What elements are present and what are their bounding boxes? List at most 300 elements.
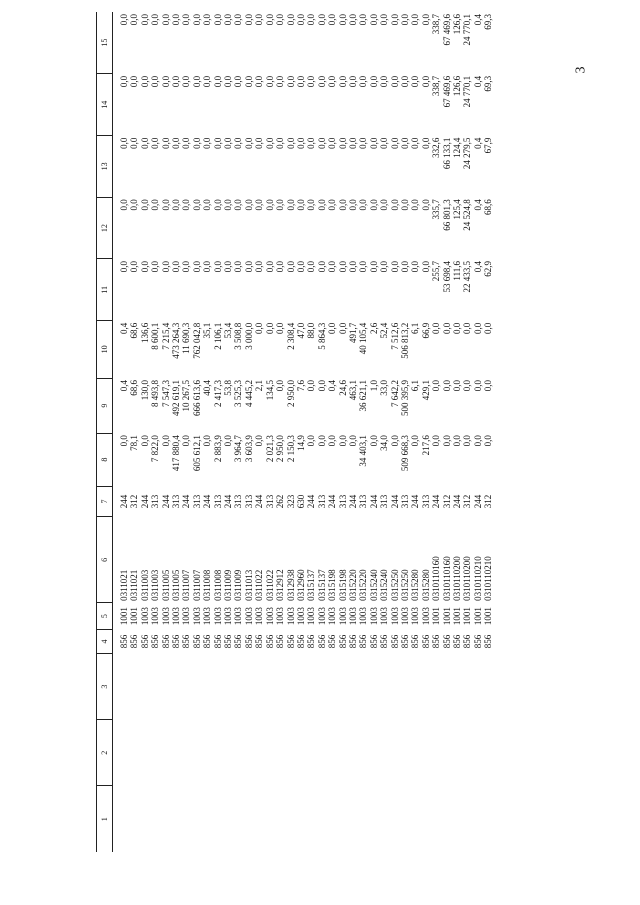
table-cell: 506 813,2 xyxy=(399,322,410,359)
table-cell: 2,6 xyxy=(368,322,379,334)
empty-cell xyxy=(254,720,264,786)
table-cell: 0,0 xyxy=(389,137,400,149)
table-cell: 0,4 xyxy=(472,199,483,211)
empty-cell xyxy=(233,720,243,786)
table-cell: 0,0 xyxy=(139,261,150,273)
table-cell: 3 000,0 xyxy=(243,322,254,350)
table-cell: 313 xyxy=(233,494,244,509)
table-cell: 0,0 xyxy=(160,137,171,149)
table-cell: 0,0 xyxy=(150,137,161,149)
table-row xyxy=(213,12,223,852)
table-cell: 0,0 xyxy=(327,435,338,447)
empty-cell xyxy=(202,786,212,852)
table-cell: 0,0 xyxy=(420,75,431,88)
table-cell: 0,0 xyxy=(462,322,473,334)
empty-cell xyxy=(296,786,306,852)
table-cell: 0,0 xyxy=(431,435,442,447)
table-cell: 313 xyxy=(150,494,161,509)
table-cell: 463,1 xyxy=(347,380,358,401)
column-header: 15 xyxy=(97,12,113,74)
table-row xyxy=(296,12,306,852)
empty-cell xyxy=(286,720,296,786)
table-cell: 0,0 xyxy=(368,199,379,211)
empty-cell xyxy=(192,720,202,786)
empty-cell xyxy=(473,720,483,786)
empty-cell xyxy=(317,786,327,852)
table-cell: 0315280 xyxy=(410,569,421,601)
table-cell: 1001 xyxy=(462,607,473,626)
table-cell: 0311008 xyxy=(212,569,223,601)
column-header: 1 xyxy=(97,786,113,852)
table-cell: 630 xyxy=(295,494,306,509)
table-cell: 0,0 xyxy=(129,137,140,149)
table-cell: 0311022 xyxy=(264,569,275,601)
table-cell: 0,0 xyxy=(399,261,410,273)
table-cell: 0,0 xyxy=(129,261,140,273)
table-cell: 0,4 xyxy=(472,261,483,273)
table-cell: 313 xyxy=(171,494,182,509)
table-cell: 0,0 xyxy=(316,380,327,392)
empty-cell xyxy=(275,786,285,852)
table-cell: 0,0 xyxy=(181,261,192,273)
table-cell: 68,6 xyxy=(129,380,140,396)
table-cell: 473 264,3 xyxy=(171,322,182,359)
table-row xyxy=(338,12,348,852)
table-cell: 244 xyxy=(119,494,129,509)
table-cell: 0315240 xyxy=(368,569,379,601)
table-cell: 0311003 xyxy=(139,569,150,601)
table-cell: 1003 xyxy=(347,607,358,626)
table-cell: 0,0 xyxy=(139,199,150,211)
table-cell: 126,6 xyxy=(452,75,462,97)
empty-cell xyxy=(358,720,368,786)
table-cell: 0,0 xyxy=(150,261,161,273)
table-cell: 67 469,6 xyxy=(441,14,452,46)
table-cell: 313 xyxy=(337,494,348,509)
empty-cell xyxy=(254,654,264,720)
table-cell: 0,0 xyxy=(275,380,286,392)
table-cell: 856 xyxy=(160,634,171,649)
table-row xyxy=(358,12,368,852)
table-cell: 244 xyxy=(181,494,192,509)
table-cell: 0,0 xyxy=(441,435,452,447)
table-cell: 0,0 xyxy=(306,75,317,88)
table-cell: 244 xyxy=(223,494,234,509)
table-cell: 0311009 xyxy=(233,569,244,601)
empty-cell xyxy=(192,654,202,720)
empty-cell xyxy=(473,786,483,852)
table-cell: 0,0 xyxy=(337,322,348,334)
table-cell: 88,0 xyxy=(306,322,317,339)
table-cell: 1003 xyxy=(223,607,234,626)
table-cell: 0,0 xyxy=(399,14,410,26)
column-header: 13 xyxy=(97,136,113,198)
table-cell: 0,0 xyxy=(306,137,317,149)
table-cell: 0,0 xyxy=(275,75,286,88)
empty-cell xyxy=(369,720,379,786)
table-cell: 0,0 xyxy=(389,261,400,273)
column-header: 4 xyxy=(97,629,113,653)
table-row xyxy=(400,12,410,852)
table-cell: 5 864,3 xyxy=(316,322,327,350)
table-cell: 0,0 xyxy=(410,199,421,211)
table-cell: 605 612,1 xyxy=(191,435,202,472)
table-cell: 0311007 xyxy=(191,569,202,601)
table-row xyxy=(181,12,191,852)
table-cell: 0,0 xyxy=(379,75,390,88)
table-cell: 0,0 xyxy=(275,261,286,273)
table-cell: 69,3 xyxy=(483,14,494,30)
table-cell: 338,7 xyxy=(431,75,442,97)
table-row xyxy=(348,12,358,852)
table-cell: 1003 xyxy=(295,607,306,626)
empty-cell xyxy=(129,720,139,786)
empty-cell xyxy=(265,654,275,720)
table-cell: 0315220 xyxy=(358,569,369,601)
table-cell: 6,1 xyxy=(410,322,421,334)
table-cell: 244 xyxy=(139,494,150,509)
empty-cell xyxy=(317,720,327,786)
table-cell: 0,0 xyxy=(171,75,182,88)
empty-cell xyxy=(223,654,233,720)
table-cell: 0,0 xyxy=(171,261,182,273)
table-cell: 0,0 xyxy=(379,261,390,273)
table-cell: 856 xyxy=(233,634,244,649)
table-cell: 1001 xyxy=(129,607,140,626)
empty-cell xyxy=(244,786,254,852)
table-cell: 1003 xyxy=(212,607,223,626)
table-cell: 0,0 xyxy=(337,261,348,273)
table-cell: 856 xyxy=(420,634,431,649)
empty-cell xyxy=(442,720,452,786)
table-cell: 856 xyxy=(139,634,150,649)
table-cell: 0,0 xyxy=(160,199,171,211)
table-cell: 0,0 xyxy=(285,137,296,149)
table-cell: 0,0 xyxy=(347,435,358,447)
table-cell: 0,0 xyxy=(410,261,421,273)
table-cell: 856 xyxy=(150,634,161,649)
table-cell: 7 512,6 xyxy=(389,322,400,350)
table-cell: 0,0 xyxy=(368,14,379,26)
empty-cell xyxy=(213,720,223,786)
table-cell: 0,0 xyxy=(327,322,338,334)
column-header: 7 xyxy=(97,486,113,517)
empty-cell xyxy=(431,720,441,786)
table-cell: 2 308,4 xyxy=(285,322,296,350)
table-cell: 0,0 xyxy=(264,14,275,26)
empty-cell xyxy=(483,786,493,852)
table-cell: 0,0 xyxy=(243,137,254,149)
table-cell: 1003 xyxy=(275,607,286,626)
table-cell: 1003 xyxy=(337,607,348,626)
table-cell: 0,0 xyxy=(181,435,192,447)
table-cell: 0,0 xyxy=(347,137,358,149)
table-row xyxy=(223,12,233,852)
empty-cell xyxy=(431,654,441,720)
table-cell: 0,0 xyxy=(337,435,348,447)
empty-cell xyxy=(452,786,462,852)
table-cell: 313 xyxy=(212,494,223,509)
table-cell: 62,9 xyxy=(483,261,494,277)
table-cell: 0311021 xyxy=(119,569,129,601)
table-row xyxy=(254,12,264,852)
table-cell: 0,0 xyxy=(358,75,369,88)
table-cell: 0,0 xyxy=(420,137,431,149)
empty-cell xyxy=(400,720,410,786)
table-cell: 856 xyxy=(462,634,473,649)
page-number: 3 xyxy=(573,66,589,74)
table-row xyxy=(171,12,181,852)
table-row xyxy=(379,12,389,852)
table-cell: 856 xyxy=(399,634,410,649)
table-cell: 40 105,4 xyxy=(358,322,369,355)
empty-cell xyxy=(390,720,400,786)
table-cell: 0,0 xyxy=(347,261,358,273)
table-cell: 0,0 xyxy=(285,14,296,26)
table-cell: 0,0 xyxy=(295,261,306,273)
table-cell: 0,0 xyxy=(119,435,129,447)
table-cell: 0,0 xyxy=(212,137,223,149)
table-cell: 0,0 xyxy=(202,137,213,149)
table-cell: 856 xyxy=(327,634,338,649)
empty-cell xyxy=(379,654,389,720)
table-cell: 0,0 xyxy=(171,14,182,26)
empty-cell xyxy=(338,720,348,786)
empty-cell xyxy=(181,786,191,852)
table-cell: 0,0 xyxy=(129,199,140,211)
empty-cell xyxy=(358,786,368,852)
table-cell: 856 xyxy=(202,634,213,649)
table-cell: 40,4 xyxy=(202,380,213,396)
table-cell: 0311021 xyxy=(129,569,140,601)
table-cell: 762 042,8 xyxy=(191,322,202,359)
table-cell: 1001 xyxy=(452,607,462,626)
table-cell: 0,0 xyxy=(472,380,483,392)
table-row xyxy=(306,12,316,852)
table-cell: 3 964,7 xyxy=(233,435,244,463)
table-cell: 0,0 xyxy=(171,199,182,211)
table-cell: 0,0 xyxy=(191,75,202,88)
table-cell: 53,4 xyxy=(223,322,234,339)
table-cell: 0311022 xyxy=(254,569,265,601)
table-cell: 0,0 xyxy=(223,261,234,273)
table-cell: 0,0 xyxy=(410,14,421,26)
column-header: 10 xyxy=(97,321,113,378)
table-cell: 1001 xyxy=(119,607,129,626)
table-cell: 0,0 xyxy=(119,199,129,211)
table-cell: 0,0 xyxy=(327,14,338,26)
table-cell: 0,0 xyxy=(119,75,129,88)
table-row xyxy=(150,12,160,852)
table-cell: 7 215,4 xyxy=(160,322,171,350)
table-cell: 0,0 xyxy=(483,435,494,447)
table-cell: 0,0 xyxy=(275,322,286,334)
empty-cell xyxy=(181,720,191,786)
table-cell: 1003 xyxy=(264,607,275,626)
table-cell: 856 xyxy=(223,634,234,649)
table-cell: 255,7 xyxy=(431,261,442,282)
table-cell: 24 770,1 xyxy=(462,14,473,46)
table-cell: 1003 xyxy=(358,607,369,626)
table-cell: 0,0 xyxy=(399,137,410,149)
table-cell: 0,0 xyxy=(420,14,431,26)
table-cell: 856 xyxy=(264,634,275,649)
table-cell: 78,1 xyxy=(129,435,140,451)
table-cell: 332,6 xyxy=(431,137,442,158)
empty-cell xyxy=(462,654,472,720)
empty-cell xyxy=(327,720,337,786)
table-cell: 67 469,6 xyxy=(441,75,452,108)
table-cell: 1003 xyxy=(202,607,213,626)
table-cell: 66,9 xyxy=(420,322,431,339)
empty-cell xyxy=(442,786,452,852)
table-cell: 24 279,5 xyxy=(462,137,473,170)
table-cell: 0,0 xyxy=(379,137,390,149)
empty-cell xyxy=(306,786,316,852)
empty-cell xyxy=(421,720,431,786)
empty-cell xyxy=(442,654,452,720)
table-row xyxy=(202,12,212,852)
column-header: 9 xyxy=(97,378,113,433)
table-cell: 0,0 xyxy=(202,14,213,26)
table-cell: 856 xyxy=(441,634,452,649)
table-cell: 312 xyxy=(441,494,452,509)
empty-cell xyxy=(213,654,223,720)
table-row xyxy=(327,12,337,852)
table-cell: 856 xyxy=(316,634,327,649)
table-cell: 856 xyxy=(275,634,286,649)
table-cell: 417 880,4 xyxy=(171,435,182,472)
empty-cell xyxy=(129,786,139,852)
empty-cell xyxy=(202,720,212,786)
table-cell: 244 xyxy=(254,494,265,509)
table-row xyxy=(442,12,452,852)
table-cell: 2 106,1 xyxy=(212,322,223,350)
empty-cell xyxy=(286,654,296,720)
table-cell: 0,0 xyxy=(368,137,379,149)
table-cell: 7 822,0 xyxy=(150,435,161,463)
table-cell: 22 433,5 xyxy=(462,261,473,293)
table-cell: 244 xyxy=(410,494,421,509)
empty-cell xyxy=(483,720,493,786)
table-cell: 1003 xyxy=(191,607,202,626)
table-cell: 0,0 xyxy=(233,14,244,26)
empty-cell xyxy=(296,654,306,720)
empty-cell xyxy=(140,654,150,720)
empty-cell xyxy=(410,654,420,720)
table-cell: 0,0 xyxy=(389,435,400,447)
table-cell: 856 xyxy=(337,634,348,649)
table-cell: 0,0 xyxy=(347,199,358,211)
table-cell: 0,0 xyxy=(316,435,327,447)
table-cell: 1003 xyxy=(316,607,327,626)
table-cell: 856 xyxy=(410,634,421,649)
table-cell: 0,0 xyxy=(337,137,348,149)
table-cell: 125,4 xyxy=(452,199,462,220)
column-header: 6 xyxy=(97,517,113,603)
table-cell: 856 xyxy=(306,634,317,649)
empty-cell xyxy=(161,654,171,720)
table-cell: 0,0 xyxy=(264,199,275,211)
table-cell: 0,4 xyxy=(472,14,483,26)
table-cell: 856 xyxy=(243,634,254,649)
empty-cell xyxy=(462,786,472,852)
table-cell: 0,0 xyxy=(379,199,390,211)
table-cell: 1003 xyxy=(327,607,338,626)
table-cell: 0,0 xyxy=(202,435,213,447)
table-body xyxy=(113,12,494,852)
table-cell: 1003 xyxy=(254,607,265,626)
table-cell: 856 xyxy=(358,634,369,649)
table-row xyxy=(421,12,431,852)
empty-cell xyxy=(192,786,202,852)
empty-cell xyxy=(306,720,316,786)
table-cell: 0,0 xyxy=(181,137,192,149)
table-cell: 1001 xyxy=(483,607,494,626)
empty-cell xyxy=(473,654,483,720)
table-cell: 0,0 xyxy=(254,322,265,334)
table-cell: 856 xyxy=(483,634,494,649)
table-cell: 0315280 xyxy=(420,569,431,601)
table-cell: 34,0 xyxy=(379,435,390,451)
table-cell: 0,0 xyxy=(347,75,358,88)
table-cell: 0,4 xyxy=(472,75,483,88)
empty-cell xyxy=(113,786,130,852)
table-cell: 10 267,5 xyxy=(181,380,192,412)
table-cell: 0,0 xyxy=(389,75,400,88)
table-cell: 7 642,2 xyxy=(389,380,400,408)
empty-cell xyxy=(244,720,254,786)
table-cell: 244 xyxy=(306,494,317,509)
table-cell: 0,4 xyxy=(119,380,129,392)
table-row xyxy=(286,12,296,852)
empty-cell xyxy=(400,654,410,720)
table-cell: 0,0 xyxy=(462,435,473,447)
table-cell: 0315220 xyxy=(347,569,358,601)
empty-cell xyxy=(338,654,348,720)
table-cell: 313 xyxy=(243,494,254,509)
empty-cell xyxy=(369,654,379,720)
table-cell: 2 950,0 xyxy=(285,380,296,408)
table-cell: 313 xyxy=(264,494,275,509)
table-cell: 0,0 xyxy=(139,75,150,88)
table-cell: 0,0 xyxy=(337,199,348,211)
table-cell: 0,0 xyxy=(285,199,296,211)
table-row xyxy=(233,12,243,852)
table-cell: 2 883,9 xyxy=(212,435,223,463)
table-cell: 0,0 xyxy=(264,261,275,273)
table-cell: 0,0 xyxy=(212,75,223,88)
table-cell: 0,0 xyxy=(368,75,379,88)
table-cell: 856 xyxy=(285,634,296,649)
table-cell: 53,8 xyxy=(223,380,234,396)
empty-cell xyxy=(113,654,130,720)
table-cell: 0310110160 xyxy=(431,556,442,601)
table-cell: 0312960 xyxy=(295,569,306,601)
table-row xyxy=(462,12,472,852)
table-cell: 24 524,8 xyxy=(462,199,473,231)
table-cell: 0,0 xyxy=(275,199,286,211)
empty-cell xyxy=(483,654,493,720)
table-cell: 2 021,3 xyxy=(264,435,275,463)
table-cell: 244 xyxy=(327,494,338,509)
table-cell: 0,0 xyxy=(233,137,244,149)
table-cell: 0,0 xyxy=(160,75,171,88)
table-cell: 0,0 xyxy=(243,261,254,273)
table-cell: 0,0 xyxy=(150,14,161,26)
table-cell: 0,0 xyxy=(379,14,390,26)
table-cell: 0,0 xyxy=(327,199,338,211)
